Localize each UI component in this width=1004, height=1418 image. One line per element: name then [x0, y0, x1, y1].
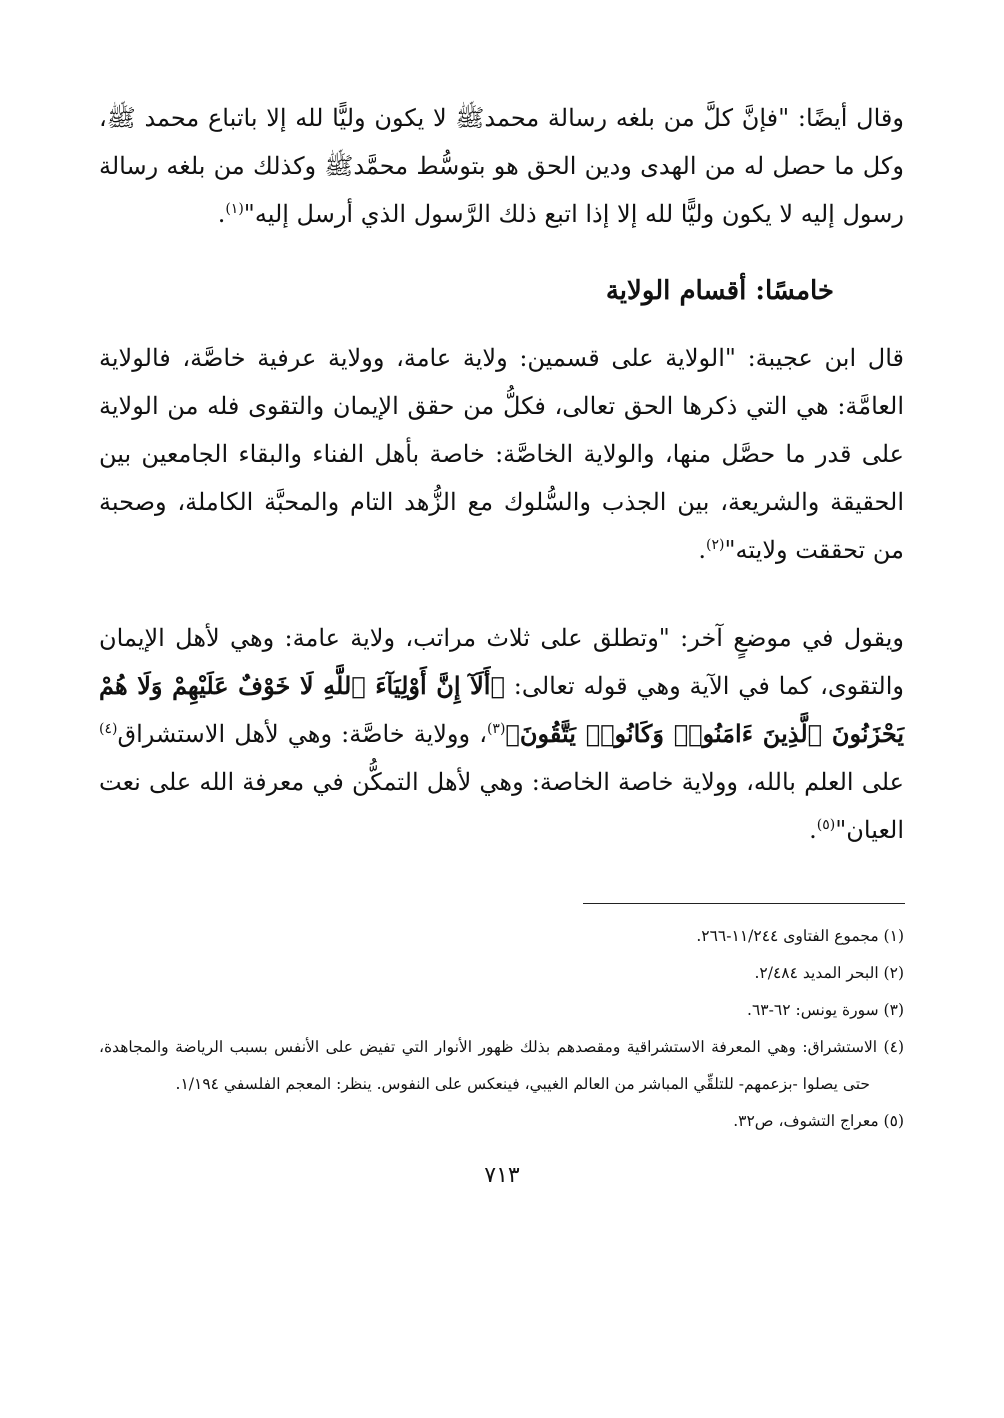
paragraph-ibn-ajiba-quote [99, 334, 904, 574]
sentence-end: . [217, 200, 226, 228]
paragraph-text-middle: ، وولاية خاصَّة: وهي لأهل الاستشراق [117, 720, 487, 748]
paragraph-text: وقال أيضًا: "فإنَّ كلَّ من بلغه رسالة محمدﷺ لا يكون وليًّا لله إلا باتباع محمد ﷺ، وكل ما حصل له من الهدى ودين الحق هو بتوسُّط محمَّدﷺ وكذلك من بلغه رسالة رسول إليه لا يكون وليًّا لله إلا إذا اتبع ذلك الرَّسول الذي أرسل إليه" [99, 104, 904, 228]
footnote-ref-5[interactable]: (٥) [816, 817, 836, 833]
paragraph-three-ranks [99, 614, 904, 854]
footnote-3: (٣) سورة يونس: ٦٢-٦٣. [747, 1001, 904, 1019]
section-heading: خامسًا: أقسام الولاية [605, 276, 834, 306]
footnote-ref-1[interactable]: (١) [225, 201, 244, 217]
footnote-4: (٤) الاستشراق: وهي المعرفة الاستشراقية ومقصدهم بذلك ظهور الأنوار التي تفيض على الأنفس بسبب الرياضة والمجاهدة، حتى يصلوا -بزعمهم- للتلقِّي المباشر من العالم الغيبي، فينعكس على النفوس. ينظر: المعجم الفلسفي ١/١٩٤. [99, 1038, 904, 1093]
sentence-end: . [809, 816, 817, 844]
footnote-ref-3[interactable]: (٣) [486, 721, 506, 737]
footnotes-section [99, 918, 904, 1140]
footnote-ref-2[interactable]: (٢) [706, 537, 725, 553]
quran-verse: ﴿أَلَآ إِنَّ أَوْلِيَآءَ ٱللَّهِ لَا خَوْفٌ عَلَيْهِمْ وَلَا هُمْ يَحْزَنُونَ ٱلَّذِينَ ءَامَنُوا۟ وَكَانُوا۟ يَتَّقُونَ﴾ [99, 671, 904, 748]
paragraph-text-before: ويقول في موضعٍ آخر: "وتطلق على ثلاث مراتب، ولاية عامة: وهي لأهل الإيمان والتقوى، كما في الآية وهي قوله تعالى: [99, 624, 904, 700]
footnote-ref-4[interactable]: (٤) [99, 721, 118, 737]
paragraph-text: قال ابن عجيبة: "الولاية على قسمين: ولاية عامة، وولاية عرفية خاصَّة، فالولاية العامَّة: هي التي ذكرها الحق تعالى، فكلُّ من حقق الإيمان والتقوى فله من الولاية على قدر ما حصَّل منها، والولاية الخاصَّة: خاصة بأهل الفناء والبقاء الجامعين بين الحقيقة والشريعة، بين الجذب والسُّلوك مع الزُّهد التام والمحبَّة الكاملة، وصحبة من تحققت ولايته" [99, 344, 904, 564]
footnote-separator [583, 903, 905, 904]
paragraph-ibn-taymiyya-quote [99, 94, 904, 238]
footnote-5: (٥) معراج التشوف، ص٣٢. [733, 1112, 904, 1130]
page-number: ٧١٣ [484, 1163, 520, 1188]
footnote-1: (١) مجموع الفتاوى ١١/٢٤٤-٢٦٦. [696, 927, 904, 945]
footnote-2: (٢) البحر المديد ٢/٤٨٤. [754, 964, 904, 982]
sentence-end: . [698, 536, 707, 564]
paragraph-text-after: على العلم بالله، وولاية خاصة الخاصة: وهي لأهل التمكُّن في معرفة الله على نعت العيان" [99, 768, 904, 844]
